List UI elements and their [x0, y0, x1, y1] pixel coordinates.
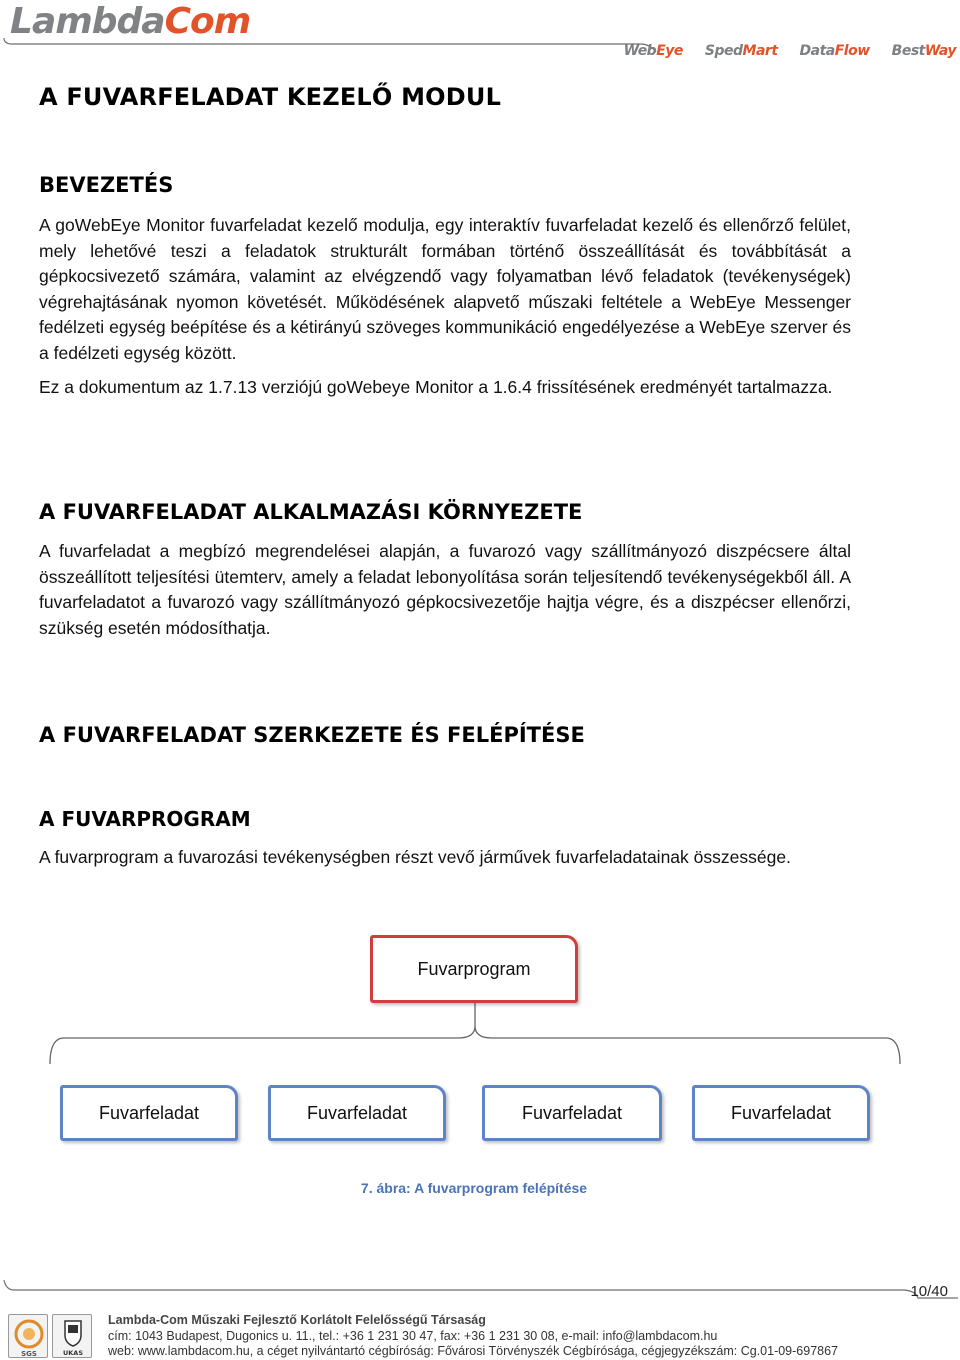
bestway-logo: BestWay [891, 43, 956, 59]
webeye-logo: WebEye [623, 43, 683, 59]
diagram-child-box-2: Fuvarfeladat [268, 1085, 446, 1141]
svg-text:UKAS: UKAS [62, 1349, 84, 1357]
section-heading-environment: A FUVARFELADAT ALKALMAZÁSI KÖRNYEZETE [39, 500, 583, 524]
figure-caption: 7. ábra: A fuvarprogram felépítése [360, 1180, 588, 1196]
diagram-child-box-3: Fuvarfeladat [482, 1085, 662, 1141]
footer-company-name: Lambda-Com Műszaki Fejlesztő Korlátolt Felelősségű Társaság [108, 1313, 486, 1327]
diagram-root-box: Fuvarprogram [370, 935, 578, 1003]
intro-paragraph-2: Ez a dokumentum az 1.7.13 verziójú goWebeye Monitor a 1.6.4 frissítésének eredményét tartalmazza. [39, 377, 833, 397]
diagram-child-box-1: Fuvarfeladat [60, 1085, 238, 1141]
svg-text:SGS: SGS [21, 1350, 37, 1358]
structure-paragraph: A fuvarprogram a fuvarozási tevékenységben részt vevő járművek fuvarfeladatainak összessége. [39, 847, 791, 867]
sgs-certification-icon [8, 1314, 48, 1358]
page-number: 10/40 [910, 1283, 948, 1300]
lambdacom-logo: LambdaCom [10, 1, 251, 42]
spedmart-logo: SpedMart [704, 43, 778, 59]
footer-company-info [108, 1313, 838, 1360]
footer-rule [0, 1278, 960, 1308]
subheading-fuvarprogram: A FUVARPROGRAM [39, 807, 251, 831]
certification-logos [8, 1314, 92, 1358]
page-title: A FUVARFELADAT KEZELŐ MODUL [39, 83, 502, 111]
environment-paragraph: A fuvarfeladat a megbízó megrendelései alapján, a fuvarozó vagy szállítmányozó diszpécsere által összeállított teljesítési ütemterv, amely a feladat lebonyolítása során teljesítendő tevékenységekből áll. A fuvarfeladatot a fuvarozó vagy szállítmányozó gépkocsivezetője hajtja végre, és a diszpécser ellenőrzi, szükség esetén módosíthatja. [39, 541, 851, 638]
fuvarprogram-diagram [0, 930, 960, 1170]
ukas-certification-icon [52, 1314, 92, 1358]
diagram-child-box-4: Fuvarfeladat [692, 1085, 870, 1141]
section-heading-intro: BEVEZETÉS [39, 173, 174, 197]
dataflow-logo: DataFlow [799, 43, 870, 59]
intro-paragraph-1: A goWebEye Monitor fuvarfeladat kezelő modulja, egy interaktív fuvarfeladat kezelő és ellenőrző felület, mely lehetővé teszi a feladatok strukturált formában történő összeállítását és továbbítását a gépkocsivezető számára, valamint az elvégzendő vagy folyamatban lévő feladatok (tevékenységek) végrehajtásának nyomon követését. Működésének alapvető műszaki feltétele a WebEye Messenger fedélzeti egység beépítése és a kétirányú szöveges kommunikáció engedélyezése a WebEye szerver és a fedélzeti egység között. [39, 215, 851, 363]
footer-web: web: www.lambdacom.hu, a céget nyilvántartó cégbíróság: Fővárosi Törvényszék Cégbírósága, cégjegyzékszám: Cg.01-09-697867 [108, 1344, 839, 1358]
section-heading-structure: A FUVARFELADAT SZERKEZETE ÉS FELÉPÍTÉSE [39, 723, 585, 747]
footer-address: cím: 1043 Budapest, Dugonics u. 11., tel.: +36 1 231 30 47, fax: +36 1 231 30 08, e-mail: info@lambdacom.hu [108, 1328, 718, 1343]
product-logos [624, 43, 956, 59]
